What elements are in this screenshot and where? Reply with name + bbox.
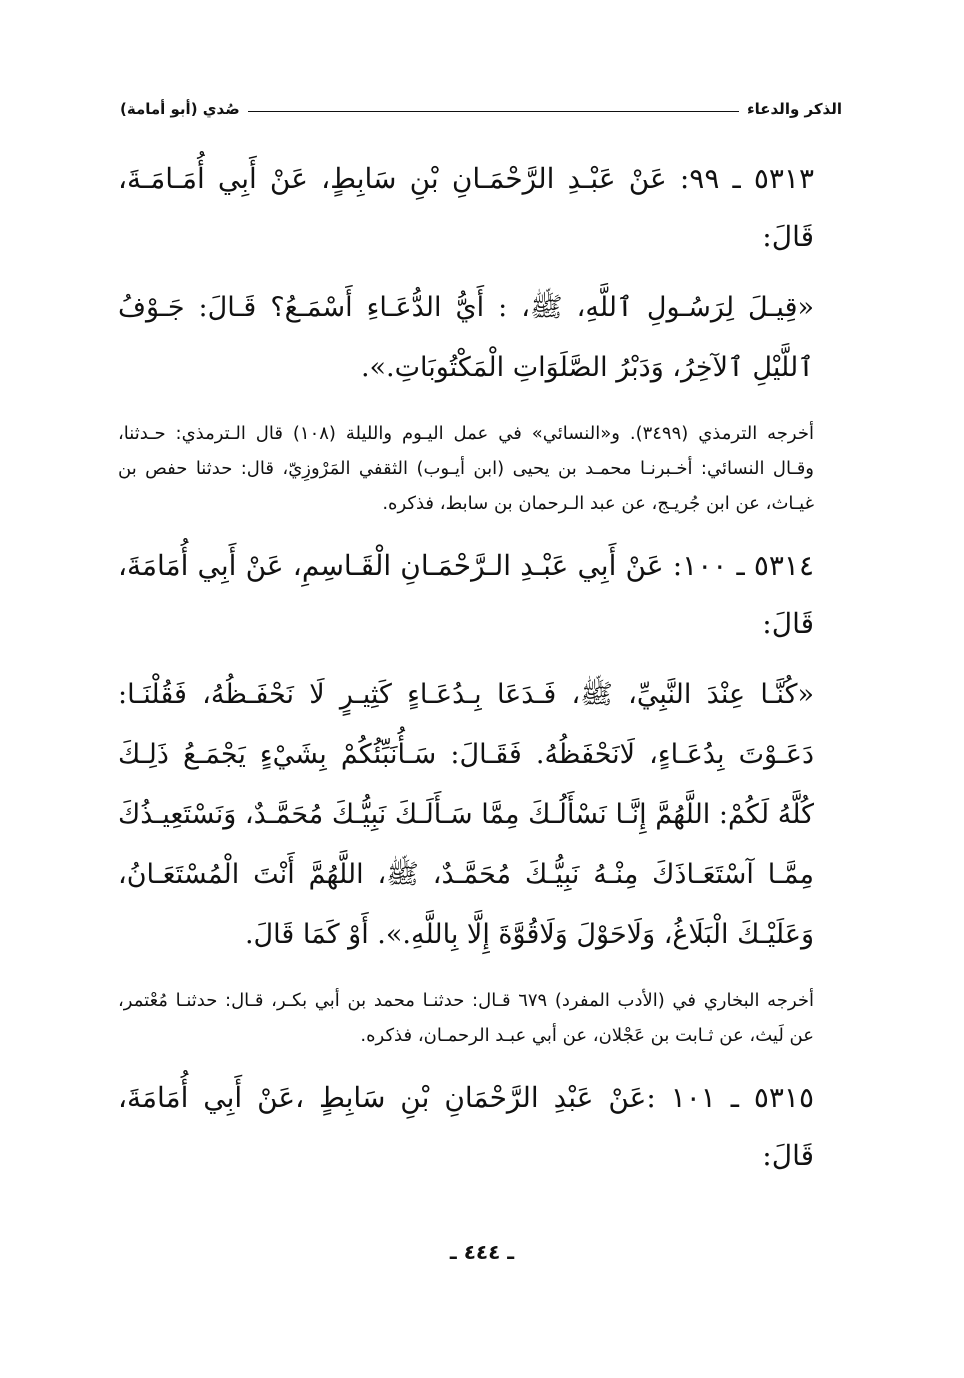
header-narrator: صُدي (أبو أمامة) <box>120 100 240 118</box>
page-number: ـ ٤٤٤ ـ <box>449 1240 515 1264</box>
page-content <box>118 150 814 1197</box>
header-rule <box>248 111 739 112</box>
takhrij-note-5313: أخرجه الترمذي (٣٤٩٩). و«النسائي» في عمل اليـوم والليلة (١٠٨) قال الـترمذي: حـدثنا، وقـال النسائي: أخـبرنـا محمـد بن يحيى (ابن أيـوب) الثقفي المَرْوزِيّ، قال: حدثنا حفص بن غيـاث، عن ابن جُريـج، عن عبد الـرحمان بن سابط، فذكره. <box>118 423 814 514</box>
hadith-text-5314: «كُنَّـا عِنْدَ النَّبِيِّ، ﷺ، فَـدَعَا بِـدُعَـاءٍ كَثِيـرٍ لَا نَحْفَـظُهُ، فَقُلْنَـا: دَعَـوْتَ بِدُعَـاءٍ، لَانَحْفَظُهُ. فَقَـالَ: سَـأُنَبِّئُكُمْ بِشَيْءٍ يَجْمَـعُ ذَلِـكَ كُلَّهُ لَكُمْ: اللَّهُمَّ إِنَّـا نَسْأَلُـكَ مِمَّا سَـأَلَـكَ نَبِيُّـكَ مُحَمَّـدٌ، وَنَسْتَعِيـذُكَ مِمَّـا آسْتَعَـاذَكَ مِنْـهُ نَبِيُّـكَ مُحَمَّـدٌ، ﷺ، اللَّهُمَّ أَنْتَ الْمُسْتَعَـانُ، وَعَلَيْـكَ الْبَلَاغُ، وَلَاحَوْلَ وَلَاقُوَّةَ إِلَّا بِاللَّهِ.». أَوْ كَمَا قَالَ. <box>118 679 814 950</box>
hadith-text-5313: «قِيـلَ لِرَسُـولِ ٱللَّهِ، ﷺ، : أَيُّ الدُّعَـاءِ أَسْمَـعُ؟ قَـالَ: جَـوْفُ ٱللَّيْلِ ٱلآخِرُ، وَدَبْرُ الصَّلَوَاتِ الْمَكْتُوبَاتِ.». <box>118 292 814 383</box>
running-header <box>120 90 842 118</box>
hadith-heading-5313: ٥٣١٣ ـ ٩٩: عَنْ عَبْـدِ الرَّحْمَـانِ بْنِ سَابِطٍ، عَنْ أَبِي أُمَـامَـةَ، قَالَ: <box>118 162 814 253</box>
hadith-heading-5315: ٥٣١٥ ـ ١٠١ :عَنْ عَبْدِ الرَّحْمَانِ بْنِ سَابِطٍ ،عَنْ أَبِي أُمَامَةَ، قَالَ: <box>118 1081 814 1172</box>
hadith-heading-5314: ٥٣١٤ ـ ١٠٠: عَنْ أَبِي عَبْـدِ الـرَّحْمَـانِ الْقَـاسِمِ، عَنْ أَبِي أُمَامَةَ، قَالَ: <box>118 549 814 640</box>
takhrij-note-5314: أخرجه البخاري في (الأدب المفرد) ٦٧٩ قـال: حدثنـا محمد بن أبي بكـر، قـال: حدثنـا مُعْتمر، عن لَيث، عن ثـابت بن عَجْلان، عن أبي عبـد الرحمـان، فذكره. <box>118 990 814 1046</box>
header-book-title: الذكر والدعاء <box>746 100 842 118</box>
